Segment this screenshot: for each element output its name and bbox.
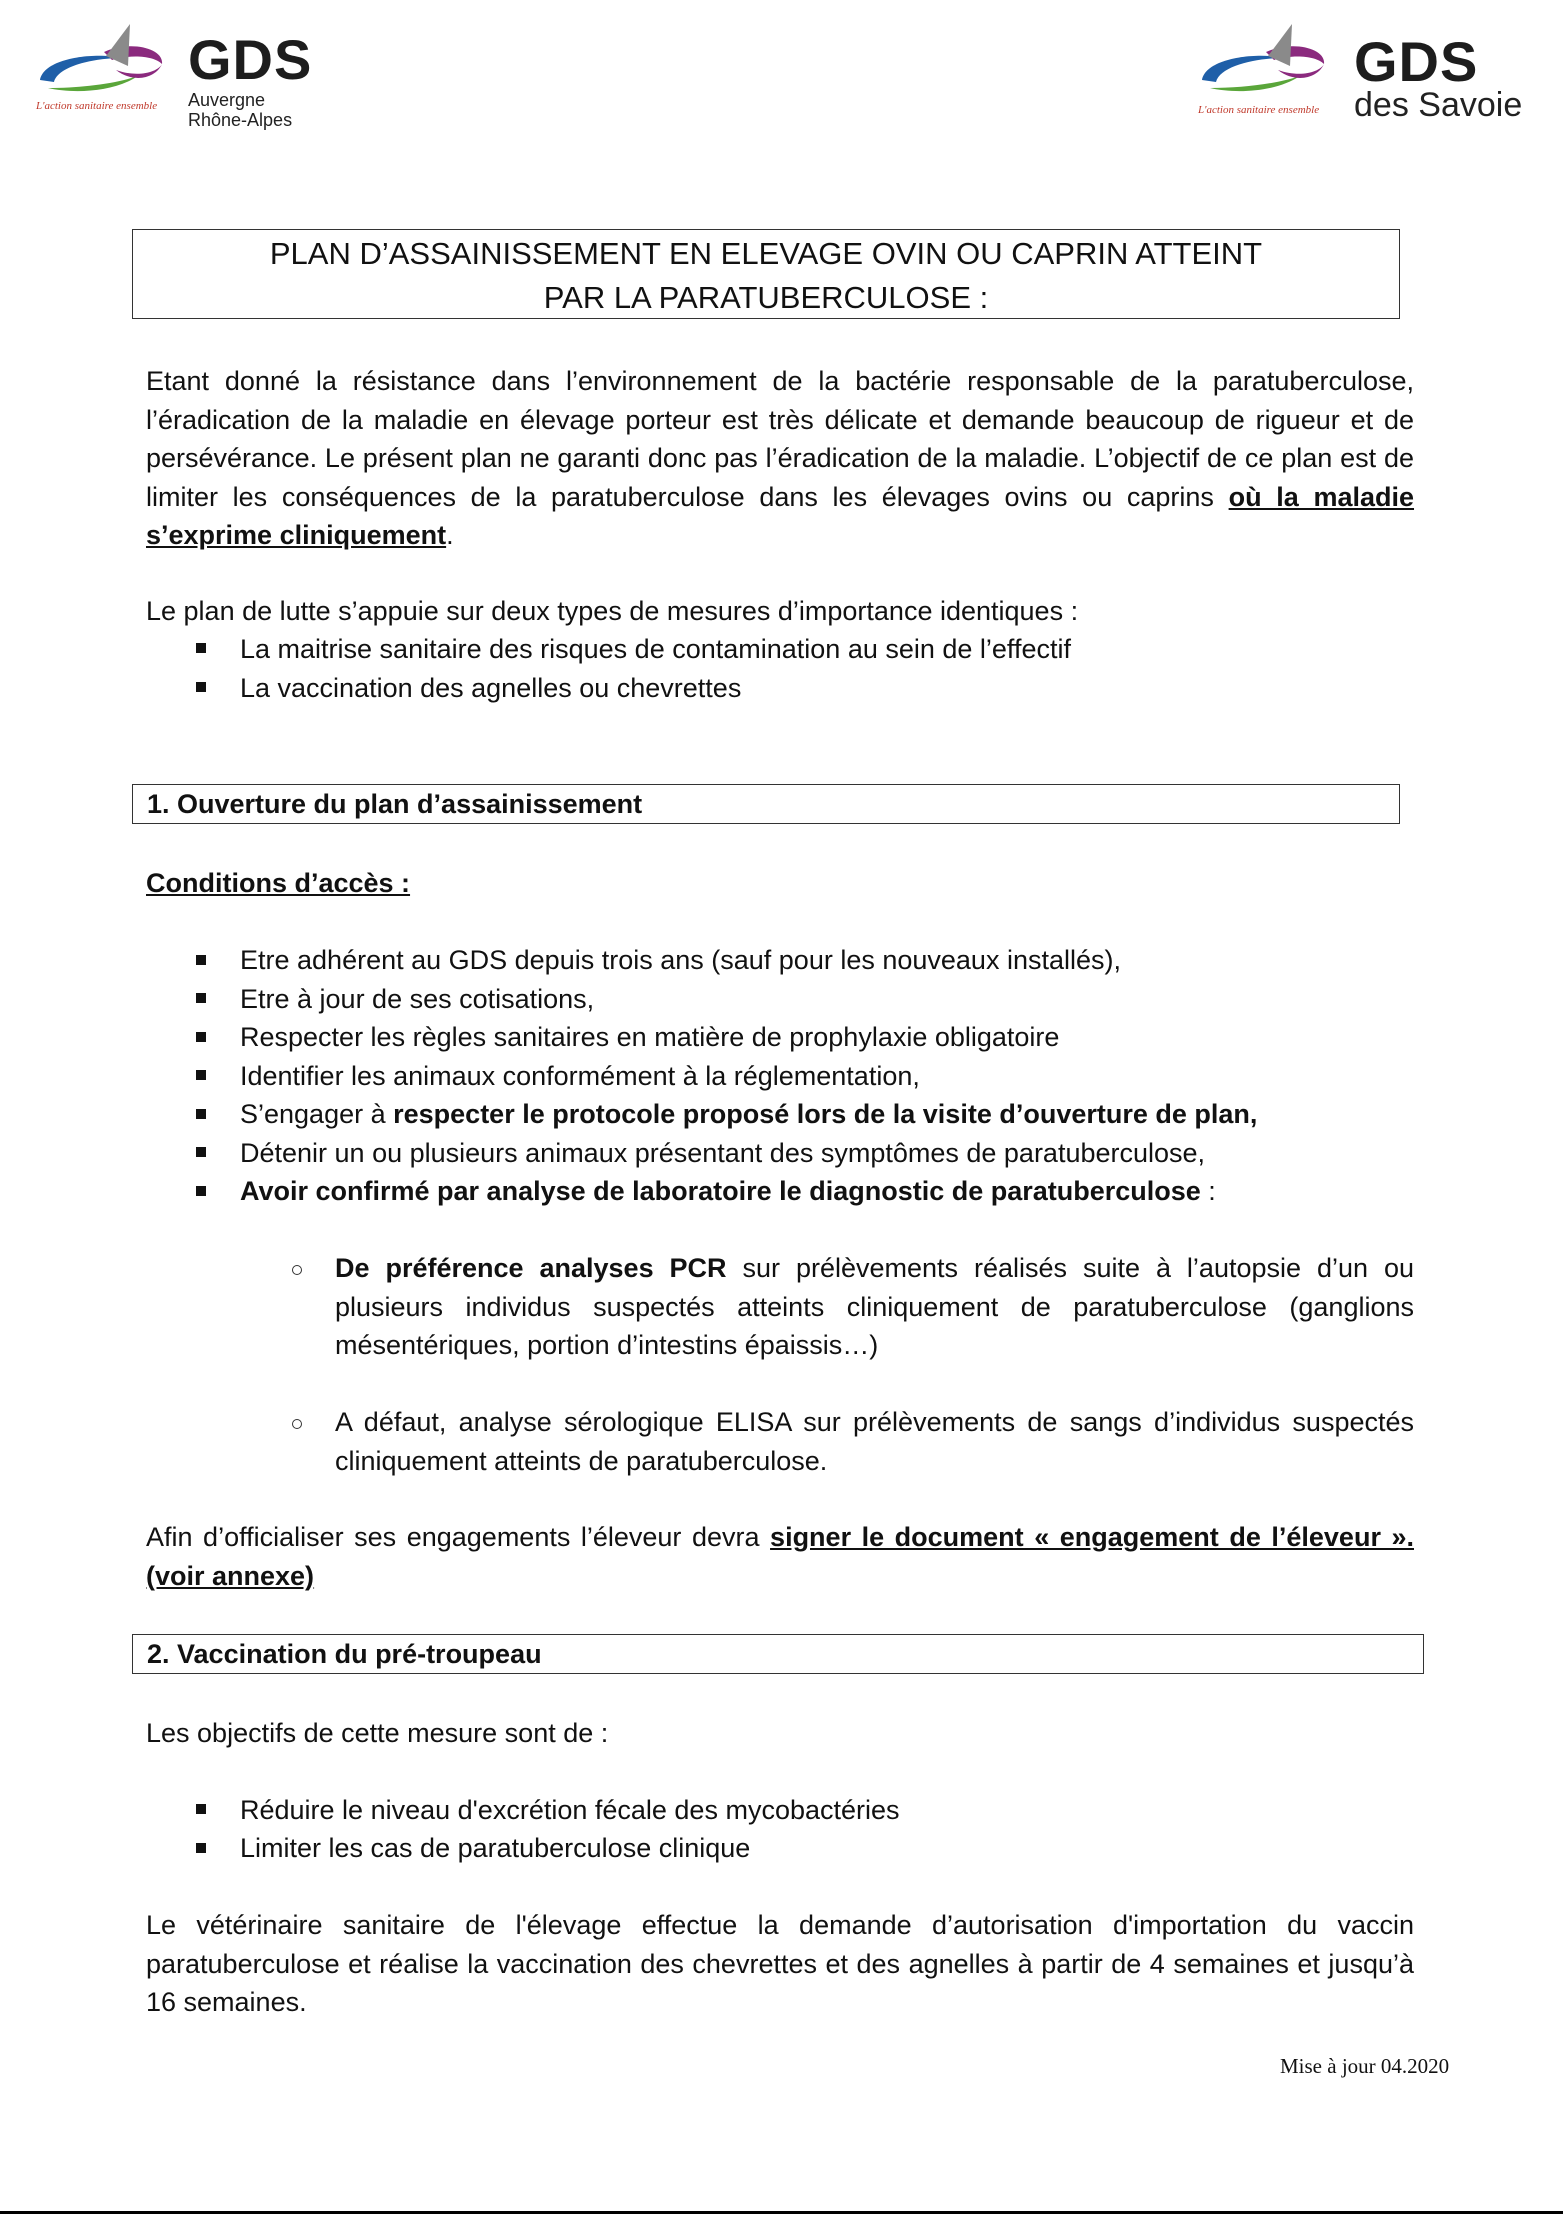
- bullet-circle-icon: [292, 1419, 302, 1429]
- condition-pre: S’engager à: [240, 1099, 394, 1129]
- logo-left-sub2: Rhône-Alpes: [188, 110, 293, 130]
- bullet-square-icon: [196, 1032, 206, 1042]
- section-2-heading: 2. Vaccination du pré-troupeau: [132, 1634, 1424, 1674]
- condition-bold: Avoir confirmé par analyse de laboratoire le diagnostic de paratuberculose: [240, 1176, 1201, 1206]
- objective-item: Limiter les cas de paratuberculose clinique: [240, 1833, 751, 1863]
- condition-item: Détenir un ou plusieurs animaux présentant des symptômes de paratuberculose,: [240, 1138, 1206, 1168]
- bullet-square-icon: [196, 682, 206, 692]
- intro-end: .: [446, 520, 454, 550]
- condition-item: [240, 1172, 1216, 1211]
- condition-item: [240, 1095, 1257, 1134]
- logo-left-sub1: Auvergne: [188, 90, 266, 110]
- sub-bullet-pcr: [335, 1249, 1414, 1365]
- engagement-pre: Afin d’officialiser ses engagements l’éleveur devra: [146, 1522, 771, 1552]
- sub-bullet-bold: De préférence analyses PCR: [335, 1253, 727, 1283]
- gds-swoosh-icon: [34, 18, 174, 98]
- bullet-square-icon: [196, 1147, 206, 1157]
- intro-paragraph: [146, 362, 1414, 555]
- bullet-circle-icon: [292, 1265, 302, 1275]
- bullet-square-icon: [196, 1804, 206, 1814]
- objective-item: Réduire le niveau d'excrétion fécale des mycobactéries: [240, 1795, 900, 1825]
- condition-item: Identifier les animaux conformément à la réglementation,: [240, 1061, 920, 1091]
- condition-item: Etre adhérent au GDS depuis trois ans (sauf pour les nouveaux installés),: [240, 945, 1121, 975]
- title-line-2: PAR LA PARATUBERCULOSE :: [543, 280, 989, 315]
- gds-swoosh-icon: [1196, 18, 1336, 98]
- bullet-square-icon: [196, 643, 206, 653]
- bullet-square-icon: [196, 955, 206, 965]
- logo-left-slogan: L'action sanitaire ensemble: [36, 100, 158, 112]
- vaccination-paragraph: Le vétérinaire sanitaire de l'élevage effectue la demande d’autorisation d'importation du vaccin paratuberculose et réalise la vaccination des chevrettes et des agnelles à partir de 4 semaines et jusqu’à 16 semaines.: [146, 1910, 1414, 2017]
- logo-right-sub: des Savoie: [1354, 86, 1523, 124]
- objectives-label: Les objectifs de cette mesure sont de :: [146, 1718, 609, 1748]
- condition-item: Respecter les règles sanitaires en matière de prophylaxie obligatoire: [240, 1022, 1060, 1052]
- bottom-rule: [0, 2211, 1563, 2214]
- sub-bullet-elisa: A défaut, analyse sérologique ELISA sur prélèvements de sangs d’individus suspectés cliniquement atteints de paratuberculose.: [335, 1407, 1414, 1476]
- condition-item: Etre à jour de ses cotisations,: [240, 984, 595, 1014]
- bullet-square-icon: [196, 1070, 206, 1080]
- section-1-heading: 1. Ouverture du plan d’assainissement: [132, 784, 1400, 824]
- bullet-square-icon: [196, 1186, 206, 1196]
- plan-bullet: La maitrise sanitaire des risques de contamination au sein de l’effectif: [240, 634, 1071, 664]
- intro-text: Etant donné la résistance dans l’environnement de la bactérie responsable de la paratuberculose, l’éradication de la maladie en élevage porteur est très délicate et demande beaucoup de rigueur et de persévérance. Le présent plan ne garanti donc pas l’éradication de la maladie. L’objectif de ce plan est de limiter les conséquences de la paratuberculose dans les élevages ovins ou caprins: [146, 366, 1414, 512]
- logo-gds-savoie: [1196, 12, 1526, 122]
- update-date: Mise à jour 04.2020: [1280, 2054, 1450, 2078]
- logo-right-slogan: L'action sanitaire ensemble: [1198, 104, 1320, 116]
- logo-right-name: GDS: [1354, 30, 1479, 93]
- plan-intro: Le plan de lutte s’appuie sur deux types de mesures d’importance identiques :: [146, 596, 1079, 626]
- logo-left-name: GDS: [188, 28, 313, 91]
- bullet-square-icon: [196, 993, 206, 1003]
- condition-post: :: [1200, 1176, 1216, 1206]
- bullet-square-icon: [196, 1843, 206, 1853]
- plan-bullet: La vaccination des agnelles ou chevrettes: [240, 673, 742, 703]
- sub-bullet-text: sur prélèvements réalisés suite à l’autopsie d’un ou plusieurs individus suspectés atteints cliniquement de paratuberculose (ganglions mésentériques, portion d’intestins épaissis…): [335, 1253, 1415, 1360]
- intro-emphasis: où la maladie s’exprime cliniquement: [146, 481, 1415, 550]
- bullet-square-icon: [196, 1109, 206, 1119]
- title-line-1: PLAN D’ASSAINISSEMENT EN ELEVAGE OVIN OU CAPRIN ATTEINT: [269, 236, 1263, 271]
- condition-bold: respecter le protocole proposé lors de la visite d’ouverture de plan,: [393, 1099, 1258, 1129]
- conditions-label: Conditions d’accès :: [146, 868, 411, 898]
- document-title: [132, 229, 1400, 319]
- logo-gds-auvergne: [34, 18, 334, 128]
- engagement-link: signer le document « engagement de l’éleveur ». (voir annexe): [146, 1522, 1414, 1591]
- engagement-paragraph: [146, 1518, 1414, 1595]
